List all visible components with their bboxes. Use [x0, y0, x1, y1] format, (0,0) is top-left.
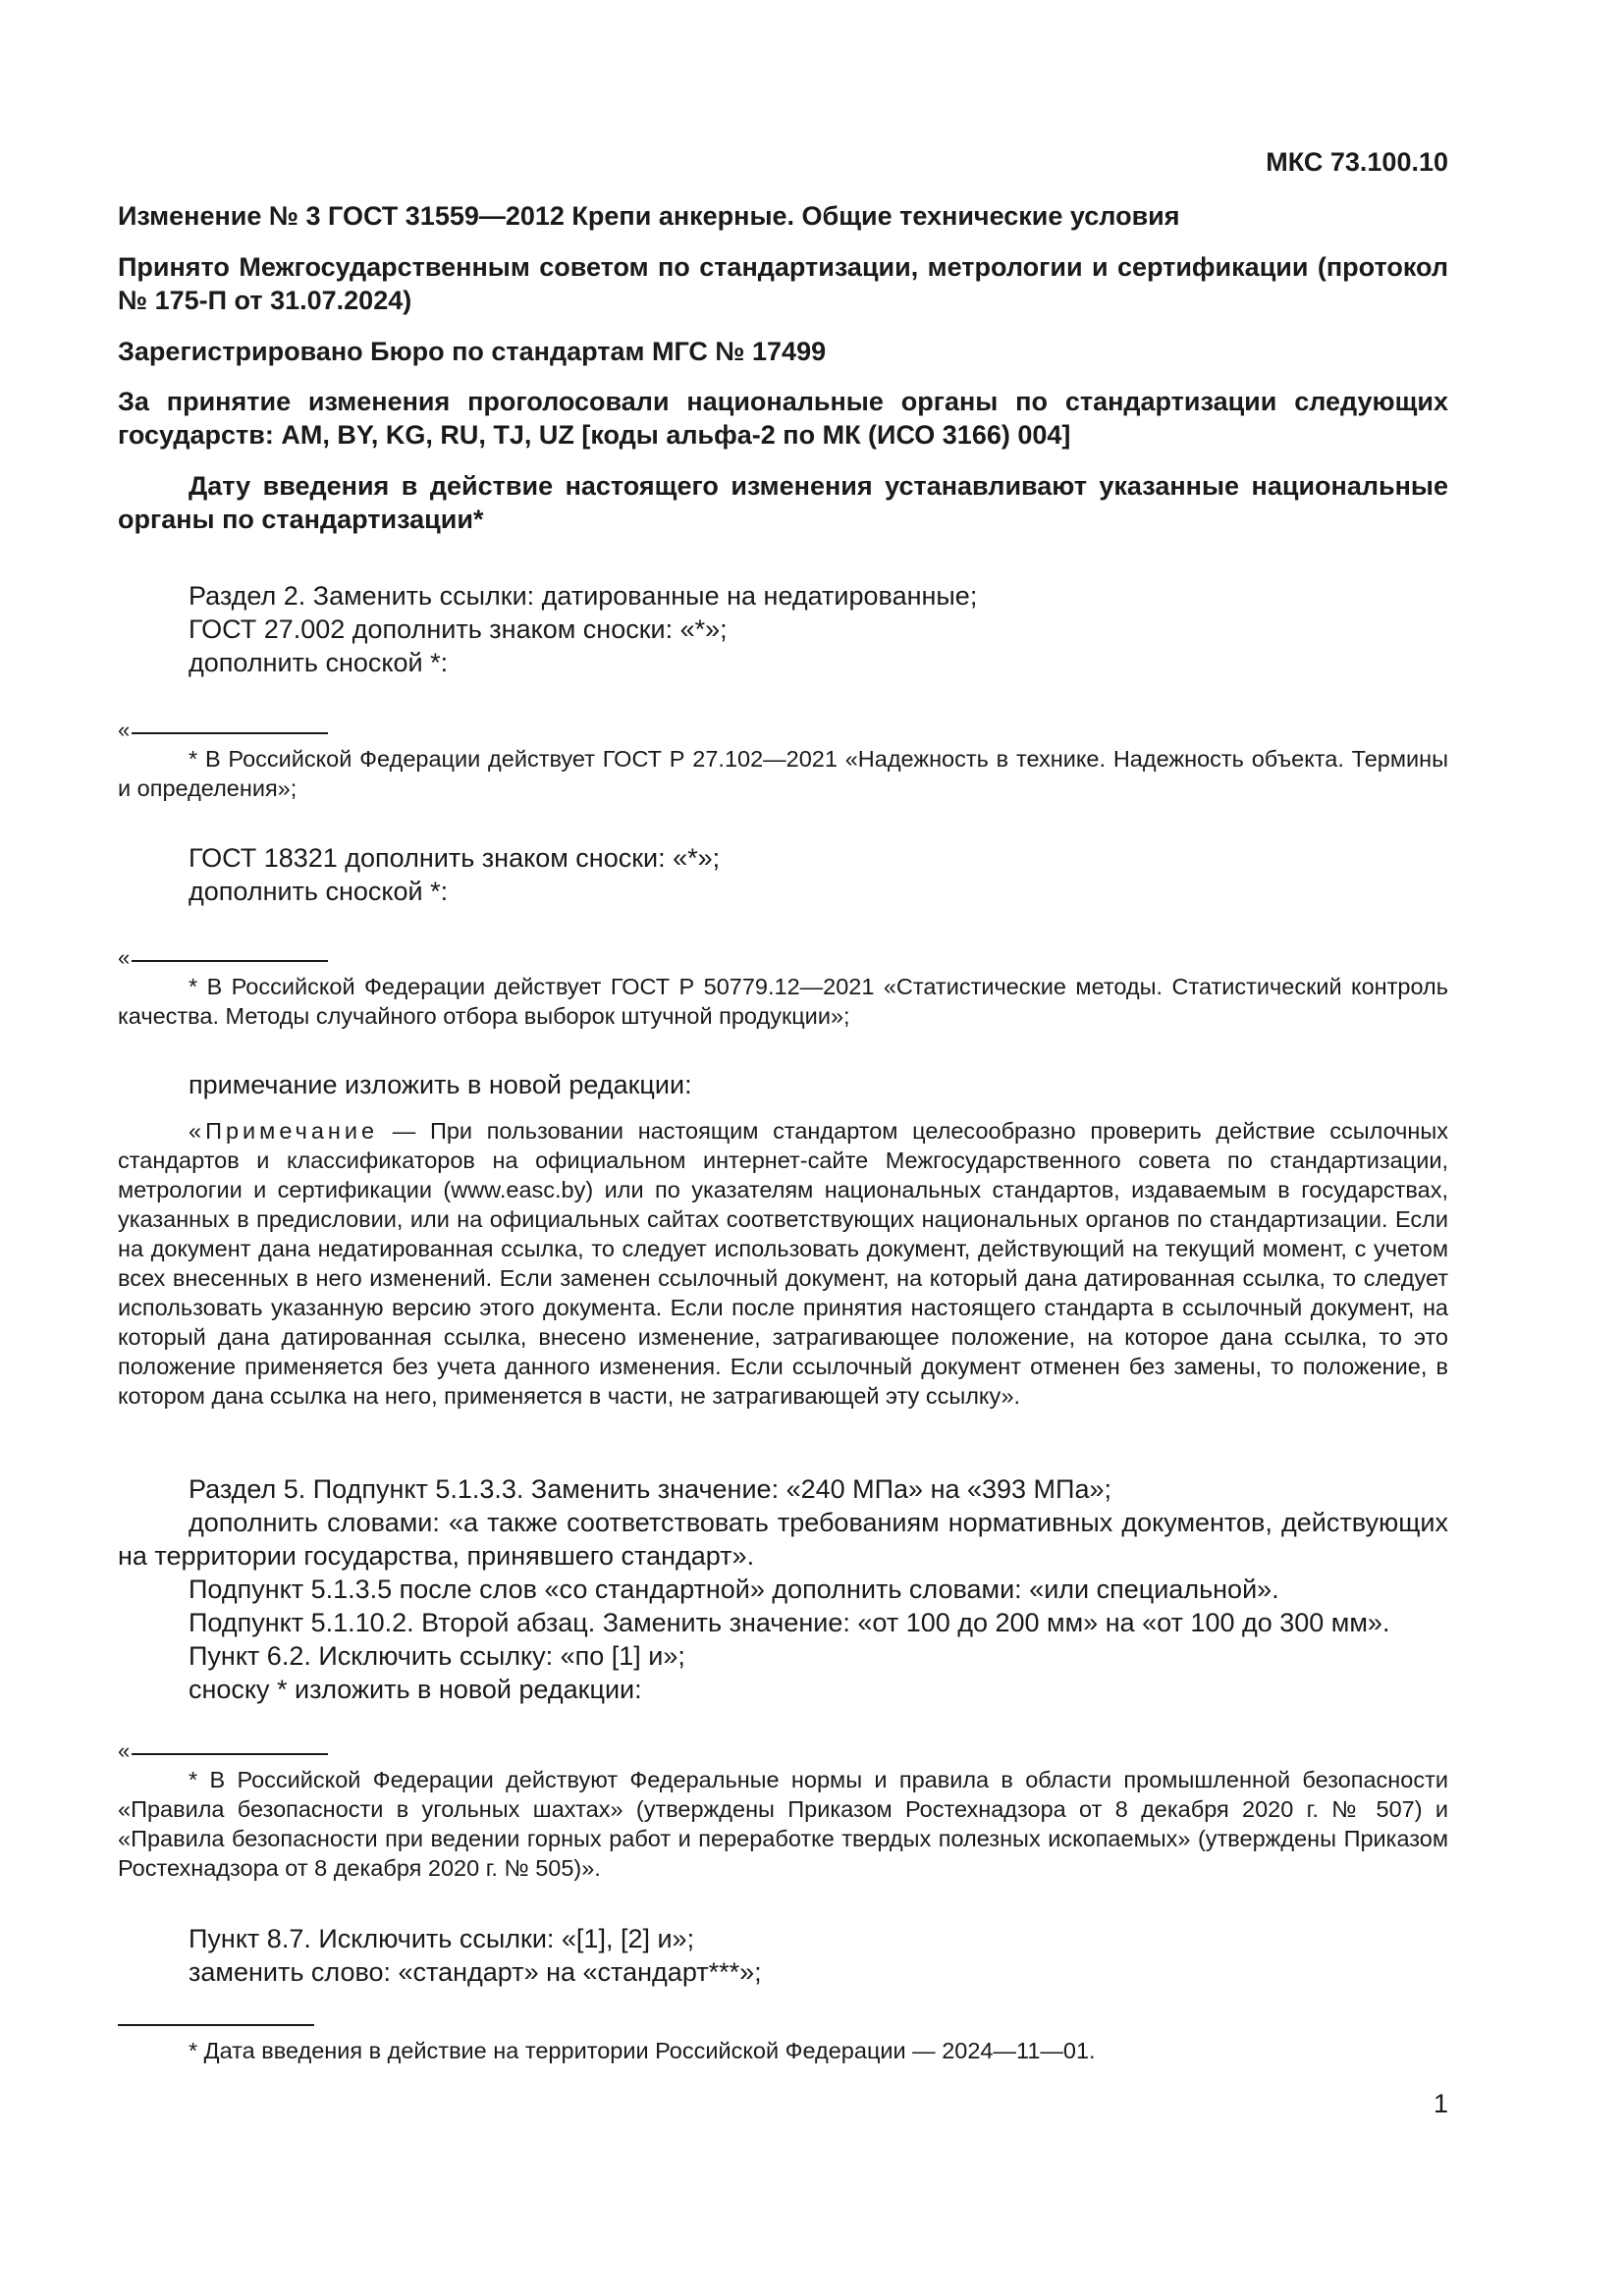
section-5-block — [118, 1472, 1448, 1706]
classification-code: МКС 73.100.10 — [1266, 147, 1448, 177]
amendment-title — [118, 199, 1448, 233]
registered-block — [118, 335, 1448, 368]
footnote-3-block — [118, 1765, 1448, 1883]
section-5-line-2: дополнить словами: «а также соответствовать требованиям нормативных документов, действующих на территории государства, принявшего стандарт». — [118, 1508, 1448, 1571]
footnote-2-text: * В Российской Федерации действует ГОСТ Р 50779.12—2021 «Статистические методы. Статистический контроль качества. Методы случайного отбора выборок штучной продукции»; — [118, 974, 1448, 1029]
page-footnote-block — [118, 2036, 1448, 2065]
section-8-line-1: Пункт 8.7. Исключить ссылки: «[1], [2] и»; — [189, 1924, 695, 1953]
page-footnote-text: * Дата введения в действие на территории Российской Федерации — 2024—11—01. — [189, 2038, 1096, 2063]
effective-date-text: Дату введения в действие настоящего изменения устанавливают указанные национальные органы по стандартизации* — [118, 471, 1448, 534]
page-number: 1 — [1433, 2089, 1448, 2118]
footnote-1-open-quote: « — [118, 718, 131, 742]
footnote-3-open-quote: « — [118, 1738, 131, 1763]
note-label: «Примечание — [189, 1118, 379, 1144]
registered-text: Зарегистрировано Бюро по стандартам МГС № 17499 — [118, 337, 827, 366]
footnote-1-text: * В Российской Федерации действует ГОСТ Р 27.102—2021 «Надежность в технике. Надежность объекта. Термины и определения»; — [118, 746, 1448, 801]
section-2-line-2: ГОСТ 27.002 дополнить знаком сноски: «*»; — [189, 614, 728, 644]
footnote-3-rule — [132, 1753, 328, 1755]
adopted-text: Принято Межгосударственным советом по стандартизации, метрологии и сертификации (протокол № 175-П от 31.07.2024) — [118, 252, 1448, 315]
section-5-line-1: Раздел 5. Подпункт 5.1.3.3. Заменить значение: «240 МПа» на «393 МПа»; — [189, 1474, 1111, 1504]
note-text — [118, 1116, 1448, 1411]
footnote-1-rule — [132, 732, 328, 734]
section-5-line-5: Пункт 6.2. Исключить ссылку: «по [1] и»; — [189, 1641, 685, 1671]
section-5-line-3: Подпункт 5.1.3.5 после слов «со стандартной» дополнить словами: «или специальной». — [189, 1575, 1279, 1604]
gost-18321-block — [118, 841, 1448, 908]
section-2-line-3: дополнить сноской *: — [189, 648, 449, 677]
document-page — [118, 0, 1448, 2296]
footnote-3-text: * В Российской Федерации действуют Федеральные нормы и правила в области промышленной безопасности «Правила безопасности в угольных шахтах» (утверждены Приказом Ростехнадзора от 8 декабря 2020 г. № 507) и «Правила безопасности при ведении горных работ и переработке твердых полезных ископаемых» (утверждены Приказом Ростехнадзора от 8 декабря 2020 г. № 505)». — [118, 1767, 1448, 1881]
section-8-block — [118, 1922, 1448, 1989]
title-text: Изменение № 3 ГОСТ 31559—2012 Крепи анкерные. Общие технические условия — [118, 201, 1180, 231]
effective-date-block — [118, 469, 1448, 536]
section-5-line-6: сноску * изложить в новой редакции: — [189, 1675, 642, 1704]
section-5-line-4: Подпункт 5.1.10.2. Второй абзац. Заменить значение: «от 100 до 200 мм» на «от 100 до 300 мм». — [189, 1608, 1390, 1637]
voted-text: За принятие изменения проголосовали национальные органы по стандартизации следующих государств: AM, BY, KG, RU, TJ, UZ [коды альфа-2 по МК (ИСО 3166) 004] — [118, 387, 1448, 450]
adopted-block — [118, 250, 1448, 317]
gost-18321-line-1: ГОСТ 18321 дополнить знаком сноски: «*»; — [189, 843, 721, 873]
footnote-1-block — [118, 744, 1448, 803]
gost-18321-line-2: дополнить сноской *: — [189, 877, 449, 906]
voted-block — [118, 385, 1448, 452]
note-intro-block — [118, 1068, 1448, 1101]
section-2-block — [118, 579, 1448, 679]
note-body: — При пользовании настоящим стандартом целесообразно проверить действие ссылочных стандартов и классификаторов на официальном интернет-сайте Межгосударственного совета по стандартизации, метрологии и сертификации (www.easc.by) или по указателям национальных стандартов, издаваемым в государствах, указанных в предисловии, или на официальных сайтах соответствующих национальных органов по стандартизации. Если на документ дана недатированная ссылка, то следует использовать документ, действующий на текущий момент, с учетом всех внесенных в него изменений. Если заменен ссылочный документ, на который дана датированная ссылка, то следует использовать указанную версию этого документа. Если после принятия настоящего стандарта в ссылочный документ, на который дана датированная ссылка, внесено изменение, затрагивающее положение, на которое дана ссылка, то это положение применяется без учета данного изменения. Если ссылочный документ отменен без замены, то положение, в котором дана ссылка на него, применяется в части, не затрагивающей эту ссылку». — [118, 1118, 1448, 1409]
section-8-line-2: заменить слово: «стандарт» на «стандарт***»; — [189, 1957, 762, 1987]
footnote-2-open-quote: « — [118, 945, 131, 970]
section-2-line-1: Раздел 2. Заменить ссылки: датированные на недатированные; — [189, 581, 978, 611]
footnote-2-rule — [132, 960, 328, 962]
note-intro-text: примечание изложить в новой редакции: — [189, 1070, 692, 1099]
note-block — [118, 1116, 1448, 1411]
footnote-2-block — [118, 972, 1448, 1031]
page-footnote-rule — [118, 2024, 314, 2026]
